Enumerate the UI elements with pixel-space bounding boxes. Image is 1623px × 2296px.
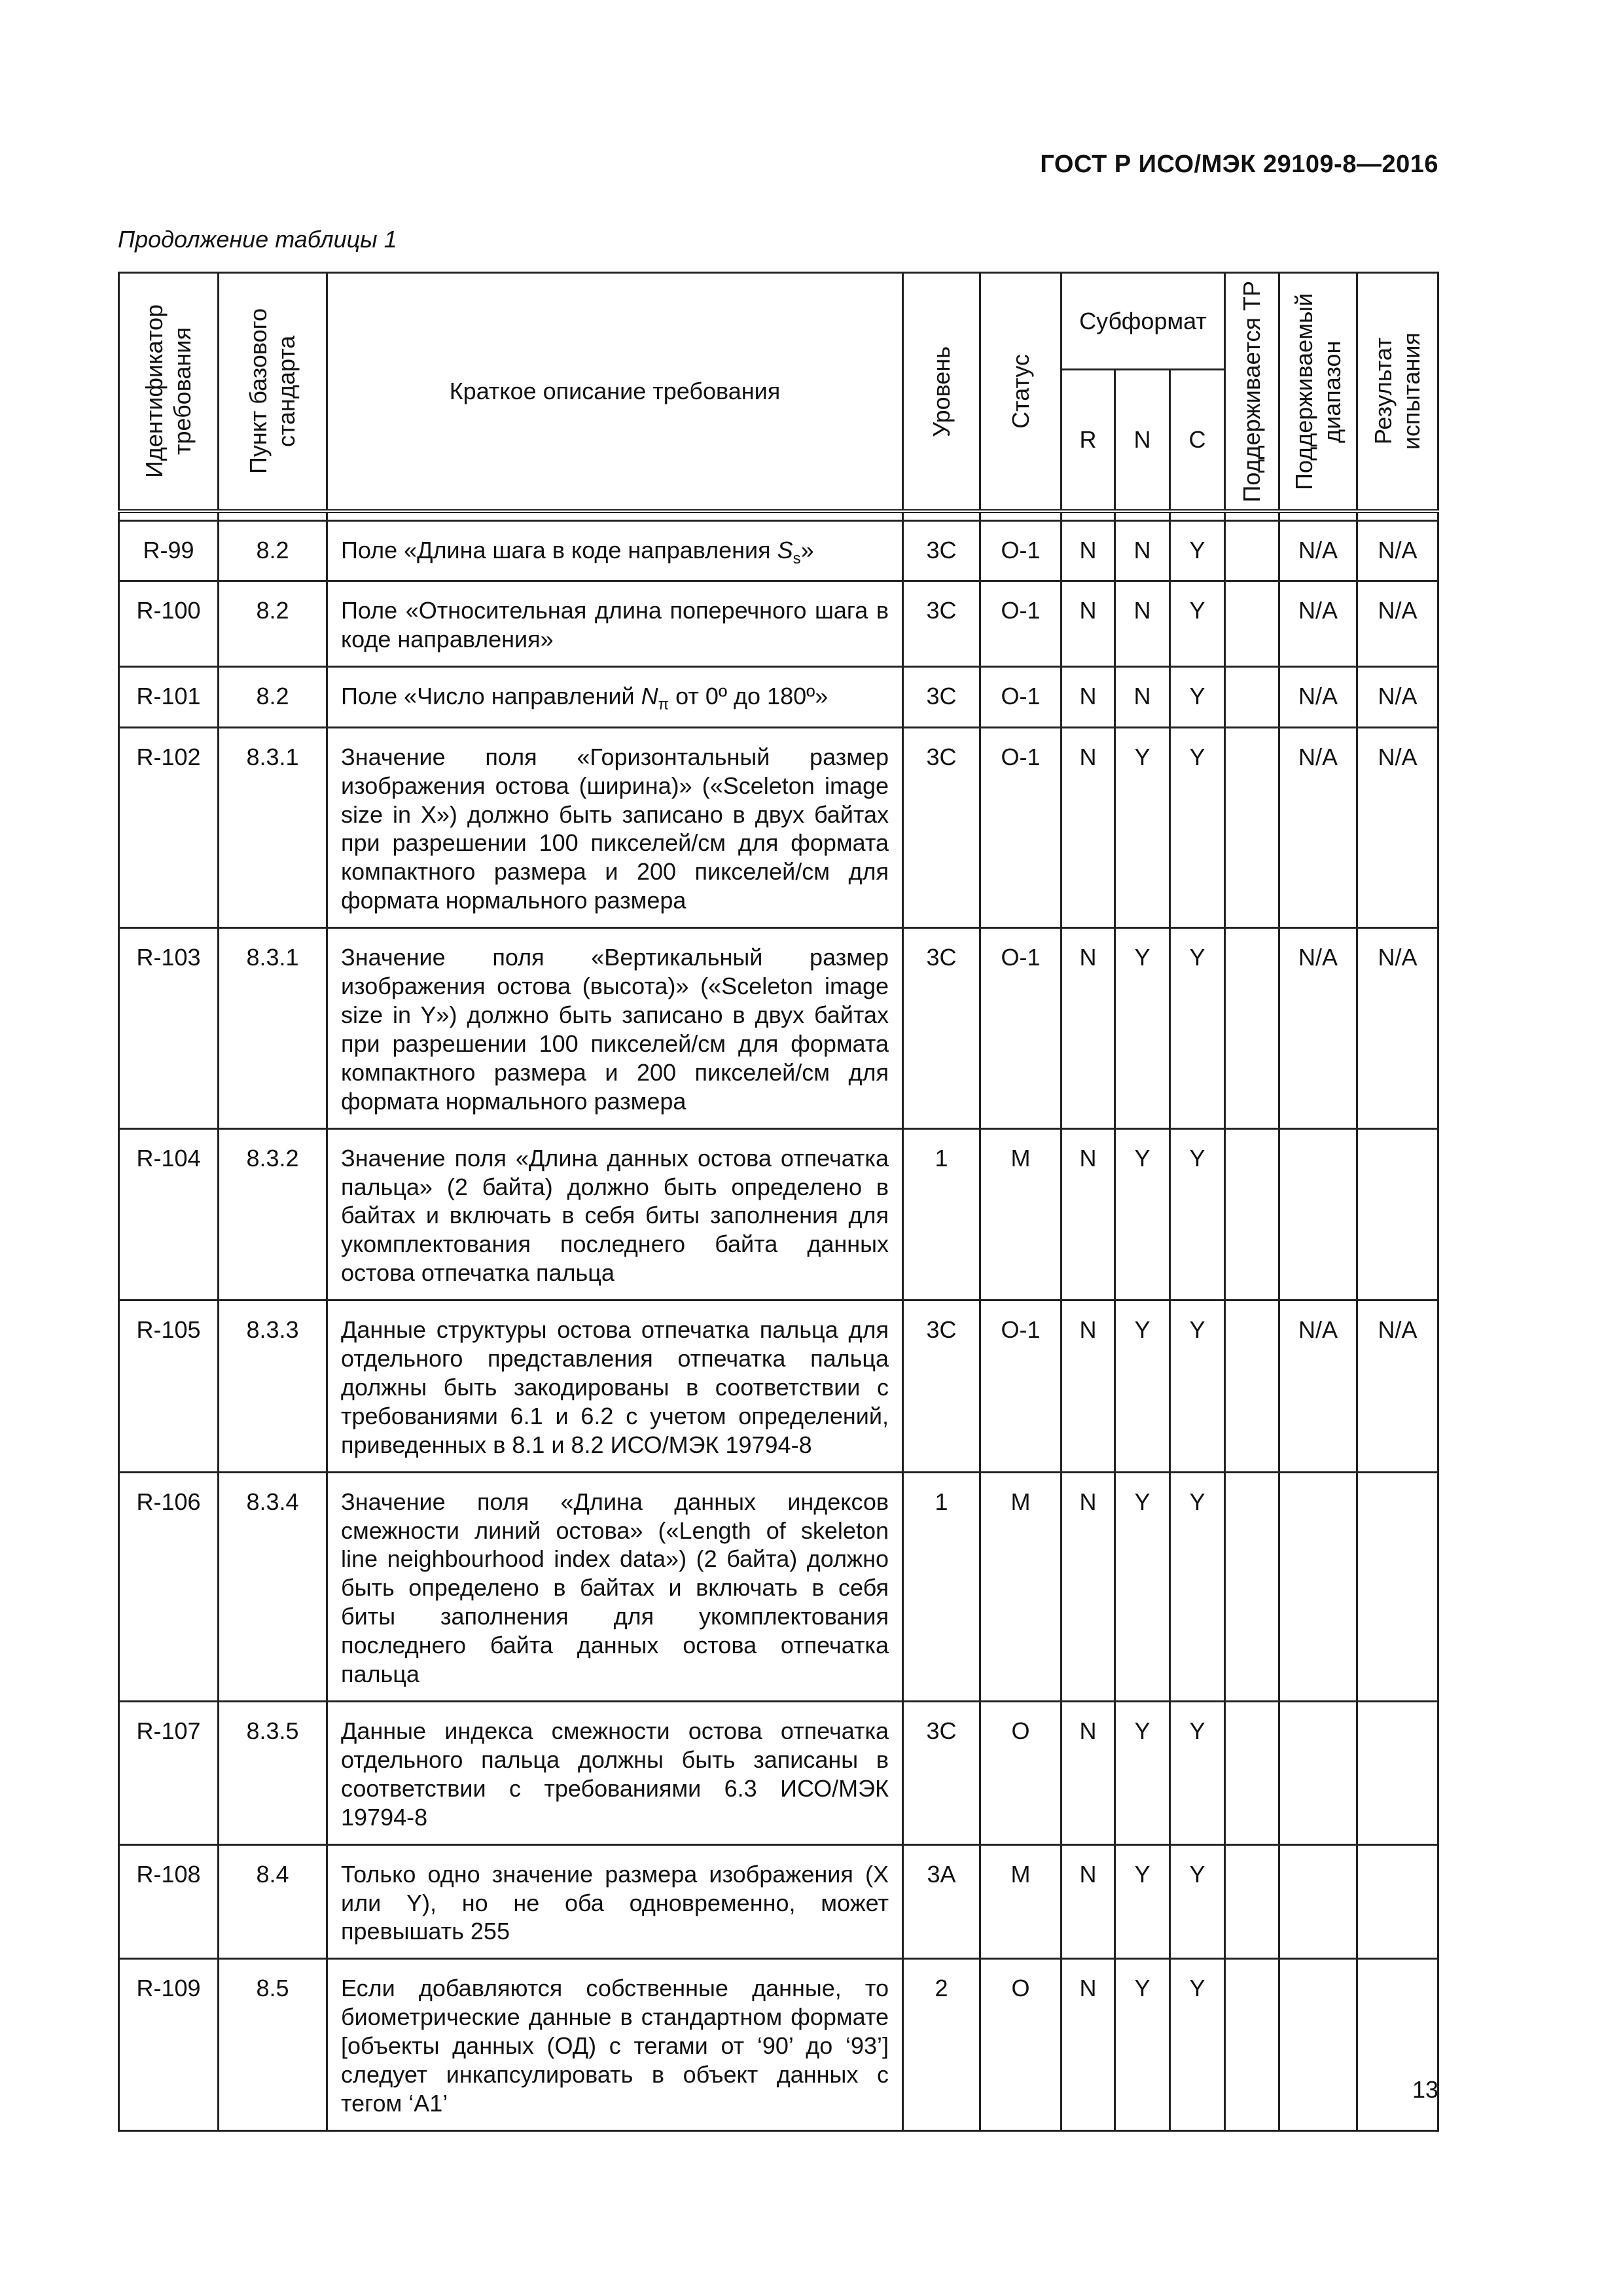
subformat-n-cell: Y bbox=[1115, 727, 1170, 927]
supported-cell bbox=[1225, 1472, 1279, 1701]
header-separator bbox=[119, 511, 1438, 521]
status-cell: M bbox=[980, 1844, 1061, 1959]
description-cell: Поле «Относительная длина поперечного шага в коде направления» bbox=[327, 581, 903, 667]
supported-range-cell bbox=[1279, 1472, 1357, 1701]
test-result-cell: N/A bbox=[1357, 667, 1438, 727]
subformat-c-cell: Y bbox=[1170, 727, 1225, 927]
description-cell: Значение поля «Длина данных индексов смежности линий остова» («Length of skeleton line neighbourhood index data») (2 байта) должно быть определено в байтах и включать в себя биты заполнения для укомплектования последнего байта данных остова отпечатка пальца bbox=[327, 1472, 903, 1701]
header-test-result: Результат испытания bbox=[1357, 273, 1438, 512]
description-cell: Данные индекса смежности остова отпечатка отдельного пальца должны быть записаны в соответствии с требованиями 6.3 ИСО/МЭК 19794-8 bbox=[327, 1702, 903, 1845]
document-code: ГОСТ Р ИСО/МЭК 29109-8—2016 bbox=[1040, 151, 1438, 178]
subformat-r-cell: N bbox=[1061, 1844, 1115, 1959]
subformat-n-cell: Y bbox=[1115, 928, 1170, 1128]
subformat-r-cell: N bbox=[1061, 667, 1115, 727]
subformat-n-cell: Y bbox=[1115, 1959, 1170, 2131]
level-cell: 1 bbox=[903, 1128, 980, 1300]
status-cell: O-1 bbox=[980, 521, 1061, 581]
base-clause-cell: 8.3.1 bbox=[219, 727, 327, 927]
subformat-n-cell: Y bbox=[1115, 1702, 1170, 1845]
supported-cell bbox=[1225, 1300, 1279, 1473]
test-result-cell bbox=[1357, 1472, 1438, 1701]
table-row bbox=[119, 1702, 1438, 1845]
header-base-clause: Пункт базового стандарта bbox=[219, 273, 327, 512]
header-subformat-r: R bbox=[1061, 370, 1115, 512]
supported-range-cell: N/A bbox=[1279, 928, 1357, 1128]
supported-range-cell: N/A bbox=[1279, 667, 1357, 727]
test-result-cell: N/A bbox=[1357, 928, 1438, 1128]
subformat-n-cell: N bbox=[1115, 667, 1170, 727]
req-id-cell: R-103 bbox=[119, 928, 219, 1128]
description-cell: Поле «Длина шага в коде направления $S_s$» bbox=[327, 521, 903, 581]
subformat-n-cell: N bbox=[1115, 521, 1170, 581]
status-cell: M bbox=[980, 1128, 1061, 1300]
subformat-r-cell: N bbox=[1061, 581, 1115, 667]
header-subformat-n: N bbox=[1115, 370, 1170, 512]
description-cell: Значение поля «Горизонтальный размер изображения остова (ширина)» («Sceleton image size in X») должно быть записано в двух байтах при разрешении 100 пикселей/см для формата компактного размера и 200 пикселей/см для формата нормального размера bbox=[327, 727, 903, 927]
req-id-cell: R-105 bbox=[119, 1300, 219, 1473]
subformat-c-cell: Y bbox=[1170, 1844, 1225, 1959]
level-cell: 3A bbox=[903, 1844, 980, 1959]
subformat-r-cell: N bbox=[1061, 1128, 1115, 1300]
page-number: 13 bbox=[1412, 2076, 1438, 2103]
subformat-r-cell: N bbox=[1061, 521, 1115, 581]
status-cell: M bbox=[980, 1472, 1061, 1701]
supported-cell bbox=[1225, 581, 1279, 667]
header-subformat: Субформат bbox=[1061, 273, 1225, 370]
description-cell: Значение поля «Длина данных остова отпечатка пальца» (2 байта) должно быть определено в байтах и включать в себя биты заполнения для укомплектования последнего байта данных остова отпечатка пальца bbox=[327, 1128, 903, 1300]
test-result-cell bbox=[1357, 1959, 1438, 2131]
header-subformat-c: C bbox=[1170, 370, 1225, 512]
status-cell: O-1 bbox=[980, 727, 1061, 927]
supported-range-cell: N/A bbox=[1279, 581, 1357, 667]
supported-cell bbox=[1225, 1128, 1279, 1300]
subformat-n-cell: Y bbox=[1115, 1128, 1170, 1300]
subformat-n-cell: Y bbox=[1115, 1472, 1170, 1701]
header-req-id: Идентификатор требования bbox=[119, 273, 219, 512]
supported-cell bbox=[1225, 1959, 1279, 2131]
supported-range-cell bbox=[1279, 1128, 1357, 1300]
table-row bbox=[119, 1844, 1438, 1959]
base-clause-cell: 8.3.2 bbox=[219, 1128, 327, 1300]
table-row bbox=[119, 1300, 1438, 1473]
table-row bbox=[119, 521, 1438, 581]
req-id-cell: R-104 bbox=[119, 1128, 219, 1300]
level-cell: 3C bbox=[903, 1702, 980, 1845]
supported-range-cell: N/A bbox=[1279, 521, 1357, 581]
subformat-n-cell: N bbox=[1115, 581, 1170, 667]
subformat-r-cell: N bbox=[1061, 928, 1115, 1128]
level-cell: 3C bbox=[903, 928, 980, 1128]
status-cell: O bbox=[980, 1702, 1061, 1845]
base-clause-cell: 8.2 bbox=[219, 581, 327, 667]
test-result-cell bbox=[1357, 1702, 1438, 1845]
base-clause-cell: 8.3.1 bbox=[219, 928, 327, 1128]
req-id-cell: R-102 bbox=[119, 727, 219, 927]
table-row bbox=[119, 581, 1438, 667]
supported-cell bbox=[1225, 727, 1279, 927]
req-id-cell: R-99 bbox=[119, 521, 219, 581]
subformat-c-cell: Y bbox=[1170, 1128, 1225, 1300]
base-clause-cell: 8.2 bbox=[219, 521, 327, 581]
test-result-cell: N/A bbox=[1357, 727, 1438, 927]
status-cell: O-1 bbox=[980, 667, 1061, 727]
subformat-r-cell: N bbox=[1061, 1300, 1115, 1473]
base-clause-cell: 8.2 bbox=[219, 667, 327, 727]
supported-range-cell: N/A bbox=[1279, 1300, 1357, 1473]
subformat-c-cell: Y bbox=[1170, 1702, 1225, 1845]
base-clause-cell: 8.3.3 bbox=[219, 1300, 327, 1473]
table-row bbox=[119, 1959, 1438, 2131]
status-cell: O bbox=[980, 1959, 1061, 2131]
table-row bbox=[119, 928, 1438, 1128]
test-result-cell: N/A bbox=[1357, 521, 1438, 581]
supported-cell bbox=[1225, 1844, 1279, 1959]
requirements-table bbox=[118, 272, 1439, 2132]
test-result-cell bbox=[1357, 1128, 1438, 1300]
base-clause-cell: 8.3.5 bbox=[219, 1702, 327, 1845]
subformat-r-cell: N bbox=[1061, 727, 1115, 927]
level-cell: 2 bbox=[903, 1959, 980, 2131]
subformat-c-cell: Y bbox=[1170, 521, 1225, 581]
table-row bbox=[119, 1472, 1438, 1701]
req-id-cell: R-101 bbox=[119, 667, 219, 727]
req-id-cell: R-100 bbox=[119, 581, 219, 667]
subformat-c-cell: Y bbox=[1170, 667, 1225, 727]
subformat-c-cell: Y bbox=[1170, 1959, 1225, 2131]
subformat-c-cell: Y bbox=[1170, 1300, 1225, 1473]
supported-range-cell bbox=[1279, 1959, 1357, 2131]
header-supported-range: Поддерживаемый диапазон bbox=[1279, 273, 1357, 512]
description-cell: Если добавляются собственные данные, то биометрические данные в стандартном формате [объекты данных (ОД) с тегами от ‘90’ до ‘93’] следует инкапсулировать в объект данных с тегом ‘A1’ bbox=[327, 1959, 903, 2131]
base-clause-cell: 8.3.4 bbox=[219, 1472, 327, 1701]
status-cell: O-1 bbox=[980, 581, 1061, 667]
supported-cell bbox=[1225, 928, 1279, 1128]
subformat-n-cell: Y bbox=[1115, 1844, 1170, 1959]
subformat-r-cell: N bbox=[1061, 1959, 1115, 2131]
status-cell: O-1 bbox=[980, 928, 1061, 1128]
test-result-cell bbox=[1357, 1844, 1438, 1959]
table-continuation-label: Продолжение таблицы 1 bbox=[118, 226, 397, 253]
base-clause-cell: 8.4 bbox=[219, 1844, 327, 1959]
subformat-n-cell: Y bbox=[1115, 1300, 1170, 1473]
supported-range-cell bbox=[1279, 1702, 1357, 1845]
level-cell: 3C bbox=[903, 667, 980, 727]
test-result-cell: N/A bbox=[1357, 581, 1438, 667]
req-id-cell: R-108 bbox=[119, 1844, 219, 1959]
subformat-c-cell: Y bbox=[1170, 928, 1225, 1128]
level-cell: 3C bbox=[903, 1300, 980, 1473]
req-id-cell: R-106 bbox=[119, 1472, 219, 1701]
status-cell: O-1 bbox=[980, 1300, 1061, 1473]
table-row bbox=[119, 1128, 1438, 1300]
description-cell: Только одно значение размера изображения (X или Y), но не оба одновременно, может превышать 255 bbox=[327, 1844, 903, 1959]
table-row bbox=[119, 727, 1438, 927]
subformat-r-cell: N bbox=[1061, 1702, 1115, 1845]
req-id-cell: R-107 bbox=[119, 1702, 219, 1845]
supported-range-cell: N/A bbox=[1279, 727, 1357, 927]
level-cell: 3C bbox=[903, 727, 980, 927]
test-result-cell: N/A bbox=[1357, 1300, 1438, 1473]
description-cell: Данные структуры остова отпечатка пальца для отдельного представления отпечатка пальца должны быть закодированы в соответствии с требованиями 6.1 и 6.2 с учетом определений, приведенных в 8.1 и 8.2 ИСО/МЭК 19794-8 bbox=[327, 1300, 903, 1473]
header-level: Уровень bbox=[903, 273, 980, 512]
base-clause-cell: 8.5 bbox=[219, 1959, 327, 2131]
supported-cell bbox=[1225, 1702, 1279, 1845]
description-cell: Значение поля «Вертикальный размер изображения остова (высота)» («Sceleton image size in Y») должно быть записано в двух байтах при разрешении 100 пикселей/см для формата компактного размера и 200 пикселей/см для формата нормального размера bbox=[327, 928, 903, 1128]
supported-cell bbox=[1225, 521, 1279, 581]
header-description: Краткое описание требования bbox=[327, 273, 903, 512]
req-id-cell: R-109 bbox=[119, 1959, 219, 2131]
header-status: Статус bbox=[980, 273, 1061, 512]
supported-range-cell bbox=[1279, 1844, 1357, 1959]
table-row bbox=[119, 667, 1438, 727]
subformat-c-cell: Y bbox=[1170, 581, 1225, 667]
table-body bbox=[119, 521, 1438, 2131]
level-cell: 3C bbox=[903, 581, 980, 667]
subformat-r-cell: N bbox=[1061, 1472, 1115, 1701]
header-supported: Поддерживается ТР bbox=[1225, 273, 1279, 512]
subformat-c-cell: Y bbox=[1170, 1472, 1225, 1701]
level-cell: 1 bbox=[903, 1472, 980, 1701]
description-cell: Поле «Число направлений $N_\pi$ от 0º до 180º» bbox=[327, 667, 903, 727]
level-cell: 3C bbox=[903, 521, 980, 581]
supported-cell bbox=[1225, 667, 1279, 727]
